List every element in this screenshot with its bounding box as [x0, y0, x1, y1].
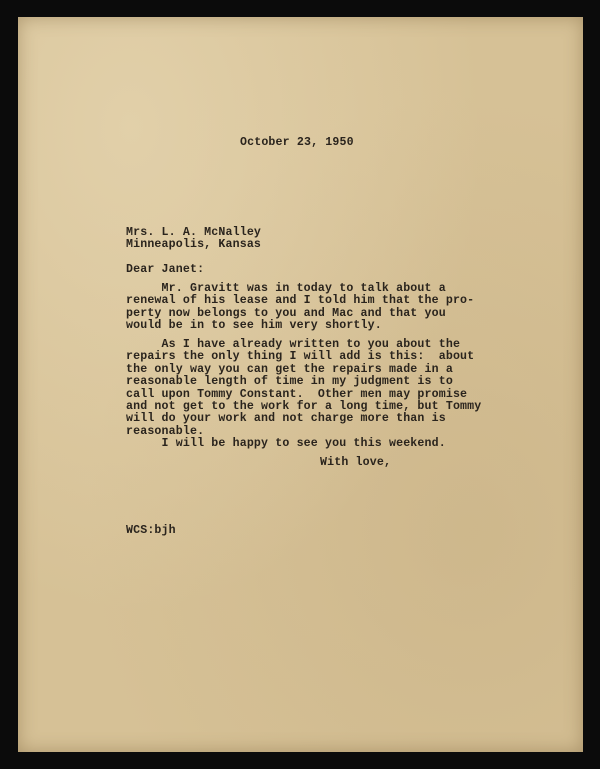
- typist-initials: WCS:bjh: [126, 524, 176, 537]
- paragraph-2-line: reasonable.: [126, 424, 205, 438]
- letter-date: October 23, 1950: [240, 136, 354, 149]
- paragraph-2-line: repairs the only thing I will add is this: about: [126, 350, 475, 364]
- salutation: Dear Janet:: [126, 263, 205, 276]
- paragraph-1-line: renewal of his lease and I told him that the pro-: [126, 294, 475, 308]
- paragraph-2-line: reasonable length of time in my judgment is to: [126, 375, 453, 389]
- paragraph-2-line: and not get to the work for a long time, but Tommy: [126, 400, 482, 414]
- closing: With love,: [320, 456, 392, 469]
- paragraph-2-line: will do your work and not charge more than is: [126, 412, 446, 426]
- paragraph-2-line: call upon Tommy Constant. Other men may promise: [126, 387, 468, 401]
- paragraph-2-line: the only way you can get the repairs made in a: [126, 362, 453, 376]
- paragraph-2: [126, 339, 481, 438]
- paragraph-1-line: would be in to see him very shortly.: [126, 319, 382, 333]
- recipient-city: Minneapolis, Kansas: [126, 238, 262, 251]
- paragraph-3: [126, 438, 446, 450]
- paragraph-1: [126, 283, 474, 333]
- paragraph-1-line: perty now belongs to you and Mac and that you: [126, 306, 446, 320]
- letter-page: [18, 17, 583, 752]
- paragraph-3-line: I will be happy to see you this weekend.: [126, 437, 446, 450]
- paragraph-2-line: As I have already written to you about the: [126, 338, 461, 351]
- recipient-name: Mrs. L. A. McNalley: [126, 226, 262, 239]
- paragraph-1-line: Mr. Gravitt was in today to talk about a: [126, 282, 446, 295]
